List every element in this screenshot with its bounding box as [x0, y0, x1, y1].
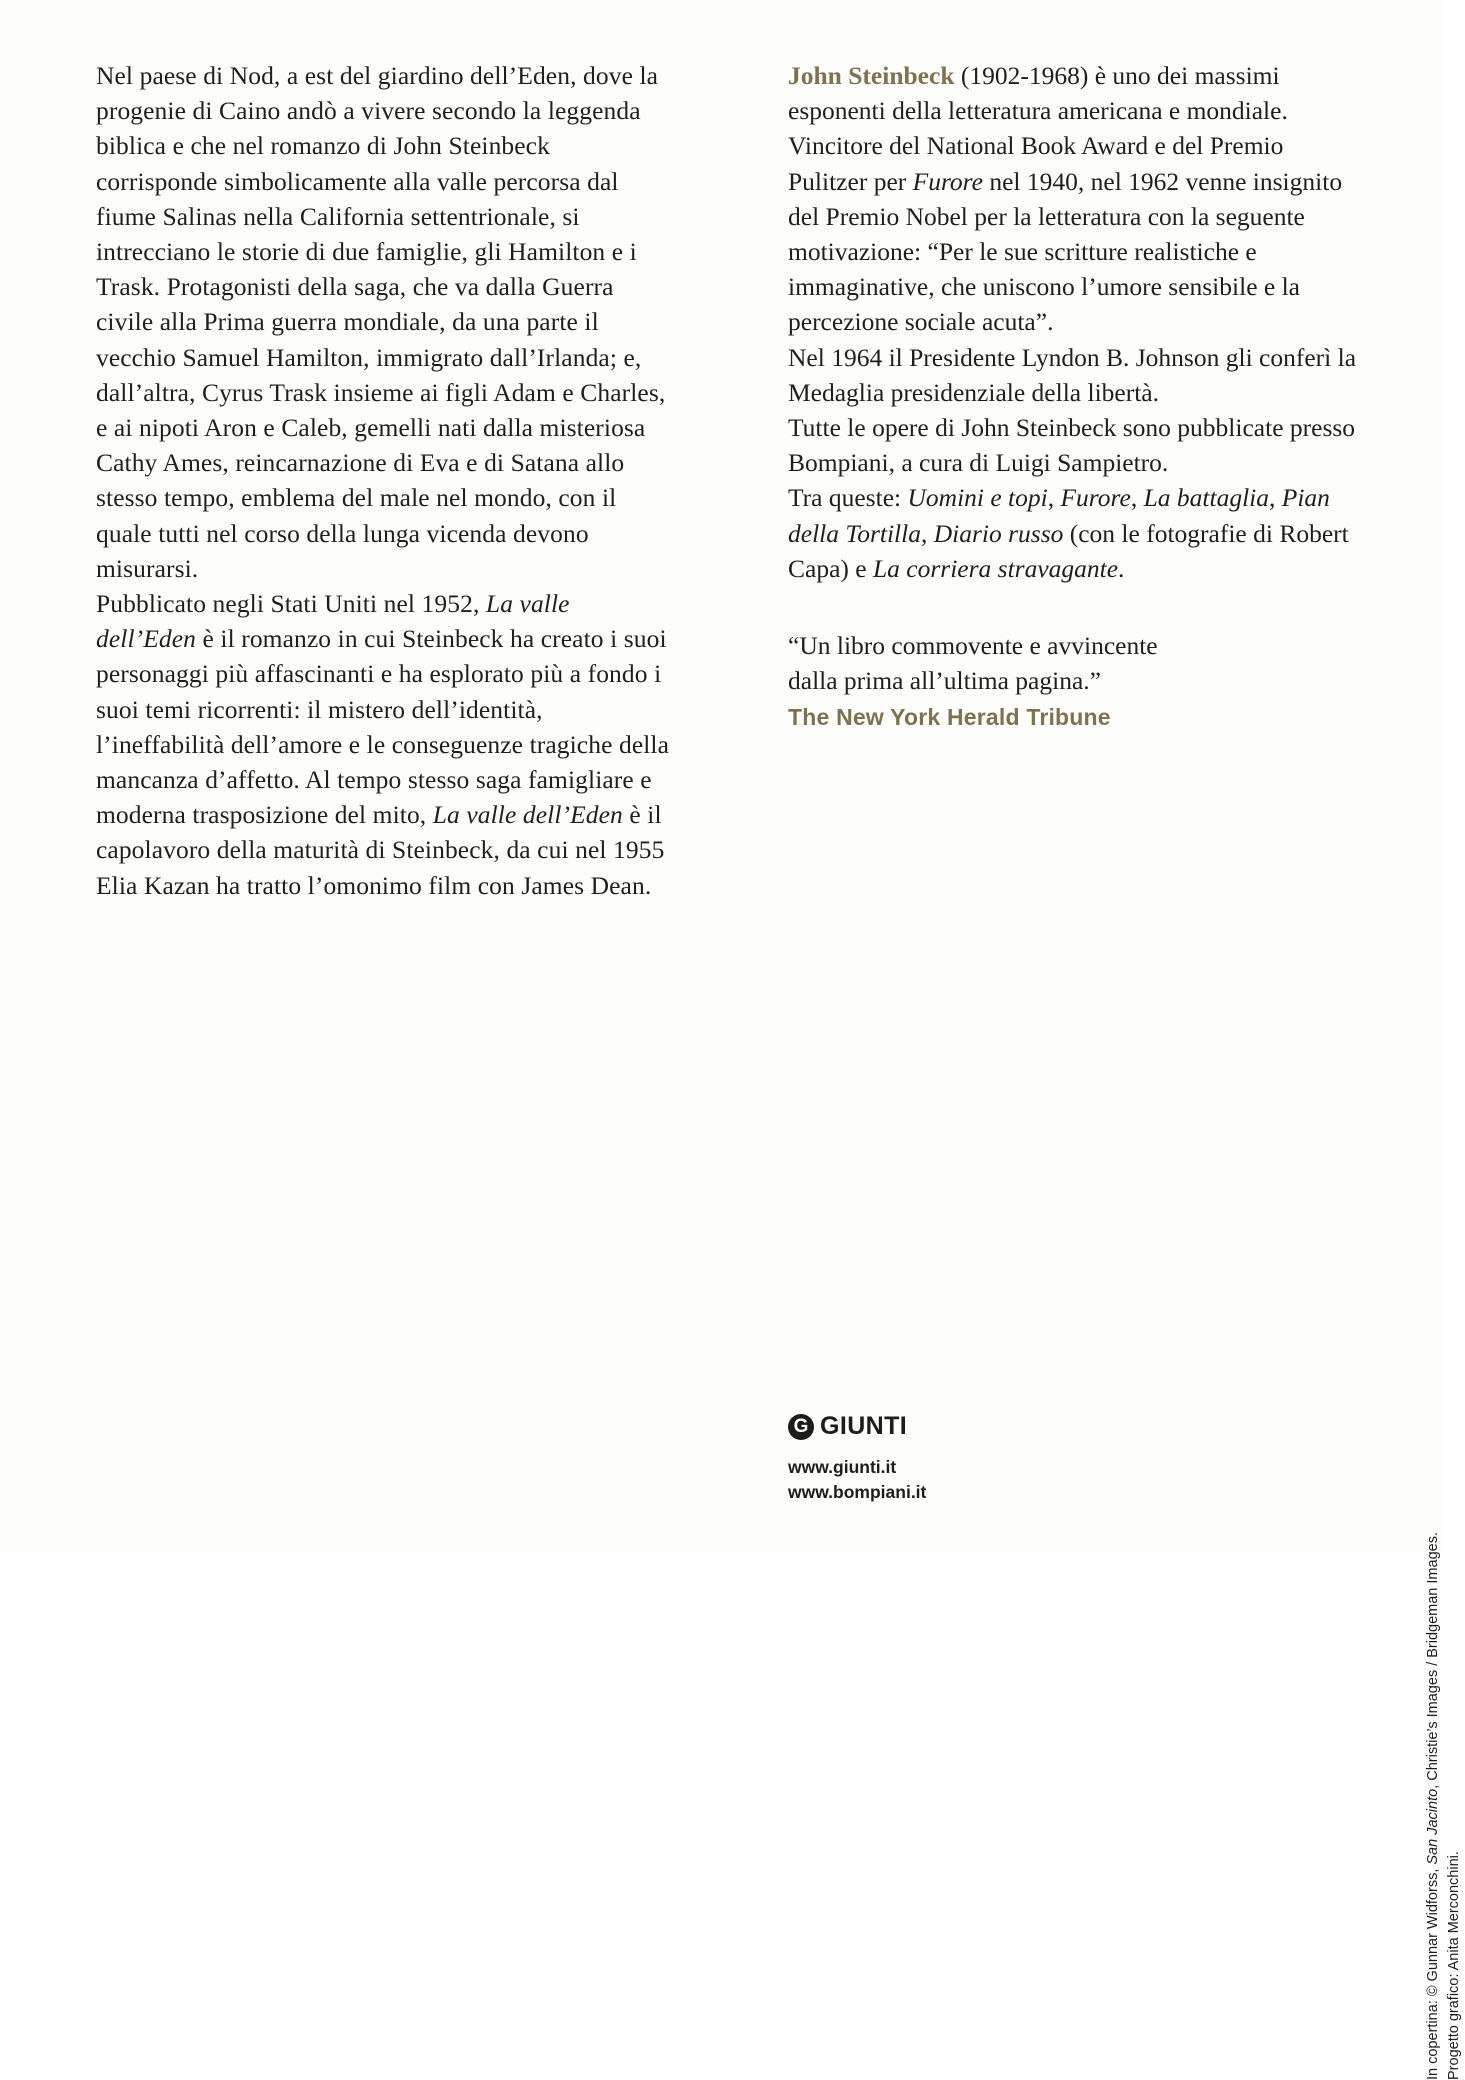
publisher-urls — [788, 1455, 1208, 1505]
publisher-block — [788, 1412, 1208, 1505]
bio-part-2: nel 1940, nel 1962 venne insignito del Premio Nobel per la letteratura con la seguente motivazione: “Per le sue scritture realistiche e immaginative, che uniscono l’umore sensibile e la percezione sociale acuta”. — [788, 166, 1343, 337]
bio-paragraph-2: Nel 1964 il Presidente Lyndon B. Johnson gli conferì la Medaglia presidenziale della libertà. — [788, 342, 1357, 407]
blurb-title-1: La valle dell’Eden — [96, 589, 570, 654]
bio-works-intro: Tra queste: — [788, 483, 908, 513]
author-name: John Steinbeck — [788, 61, 955, 90]
giunti-circle-icon: G — [788, 1414, 814, 1440]
bio-work-5: Diario russo — [933, 518, 1064, 548]
bio-paragraph-3: Tutte le opere di John Steinbeck sono pubblicate presso Bompiani, a cura di Luigi Sampietro. — [788, 413, 1356, 478]
bio-works-end: . — [1118, 553, 1125, 583]
credits-prefix: In copertina: © Gunnar Widforss, — [1425, 1864, 1441, 2080]
bio-work-3: La battaglia — [1143, 483, 1269, 513]
bio-paragraph-1 — [788, 58, 1358, 340]
review-quote — [788, 628, 1358, 736]
publisher-name: GIUNTI — [820, 1412, 908, 1440]
blurb-p2-part-a: Pubblicato negli Stati Uniti nel 1952, — [96, 589, 486, 619]
credits-suffix: , Christie’s Images / Bridgeman Images. — [1425, 1532, 1441, 1789]
bio-paragraph-4: Tra queste: Uomini e topi, Furore, La battaglia, Pian della Tortilla, Diario russo (con le fotografie di Robert Capa) e La corriera stravagante. — [788, 483, 1349, 583]
blurb-paragraph-2 — [96, 586, 676, 903]
bio-part-1: è uno dei massimi esponenti della letteratura americana e mondiale. Vincitore del National Book Award e del Premio Pulitzer per — [788, 61, 1288, 196]
credits-artwork-title: San Jacinto — [1425, 1788, 1441, 1865]
credits-line-1 — [1423, 1520, 1444, 2080]
review-quote-line-2: dalla prima all’ultima pagina.” — [788, 666, 1101, 696]
blurb-title-2: La valle dell’Eden — [432, 800, 623, 830]
publisher-logo — [788, 1412, 1208, 1441]
blurb-p2-part-b: è il romanzo in cui Steinbeck ha creato i suoi personaggi più affascinanti e ha esplorato più a fondo i suoi temi ricorrenti: il mistero dell’identità, l’ineffabilità dell’amore e le conseguenze tragiche della mancanza d’affetto. Al tempo stesso saga famigliare e moderna trasposizione del mito, — [96, 624, 670, 830]
blurb-paragraph-1: Nel paese di Nod, a est del giardino dell’Eden, dove la progenie di Caino andò a vivere secondo la leggenda biblica e che nel romanzo di John Steinbeck corrisponde simbolicamente alla valle percorsa dal fiume Salinas nella California settentrionale, si intrecciano le storie di due famiglie, gli Hamilton e i Trask. Protagonisti della saga, che va dalla Guerra civile alla Prima guerra mondiale, da una parte il vecchio Samuel Hamilton, immigrato dall’Irlanda; e, dall’altra, Cyrus Trask insieme ai figli Adam e Charles, e ai nipoti Aron e Caleb, gemelli nati dalla misteriosa Cathy Ames, reincarnazione di Eva e di Satana allo stesso tempo, emblema del male nel mondo, con il quale tutti nel corso della lunga vicenda devono misurarsi. — [96, 61, 666, 583]
review-quote-line-1: “Un libro commovente e avvincente — [788, 631, 1158, 661]
blurb-p2-part-c: è il capolavoro della maturità di Steinbeck, da cui nel 1955 Elia Kazan ha tratto l’omonimo film con James Dean. — [96, 800, 665, 900]
book-blurb — [96, 58, 676, 903]
credits-line-2: Progetto grafico: Anita Merconchini. — [1446, 1851, 1462, 2080]
url-bompiani[interactable]: www.bompiani.it — [788, 1482, 927, 1502]
bio-work-6: La corriera stravagante — [872, 553, 1119, 583]
url-giunti[interactable]: www.giunti.it — [788, 1457, 897, 1477]
bio-works-mid: (con le fotografie di Robert Capa) e — [788, 518, 1349, 583]
bio-work-4: Pian della Tortilla — [788, 483, 1330, 548]
bio-work-2: Furore — [1060, 483, 1131, 513]
author-column — [788, 58, 1358, 736]
bio-work-1: Uomini e topi — [907, 483, 1048, 513]
cover-credits — [1423, 1520, 1465, 2080]
review-source: The New York Herald Tribune — [788, 704, 1111, 731]
author-bio — [788, 58, 1358, 586]
bio-work-furore: Furore — [912, 166, 983, 196]
author-life-dates: (1902-1968) — [954, 61, 1089, 90]
blurb-column — [96, 58, 676, 903]
